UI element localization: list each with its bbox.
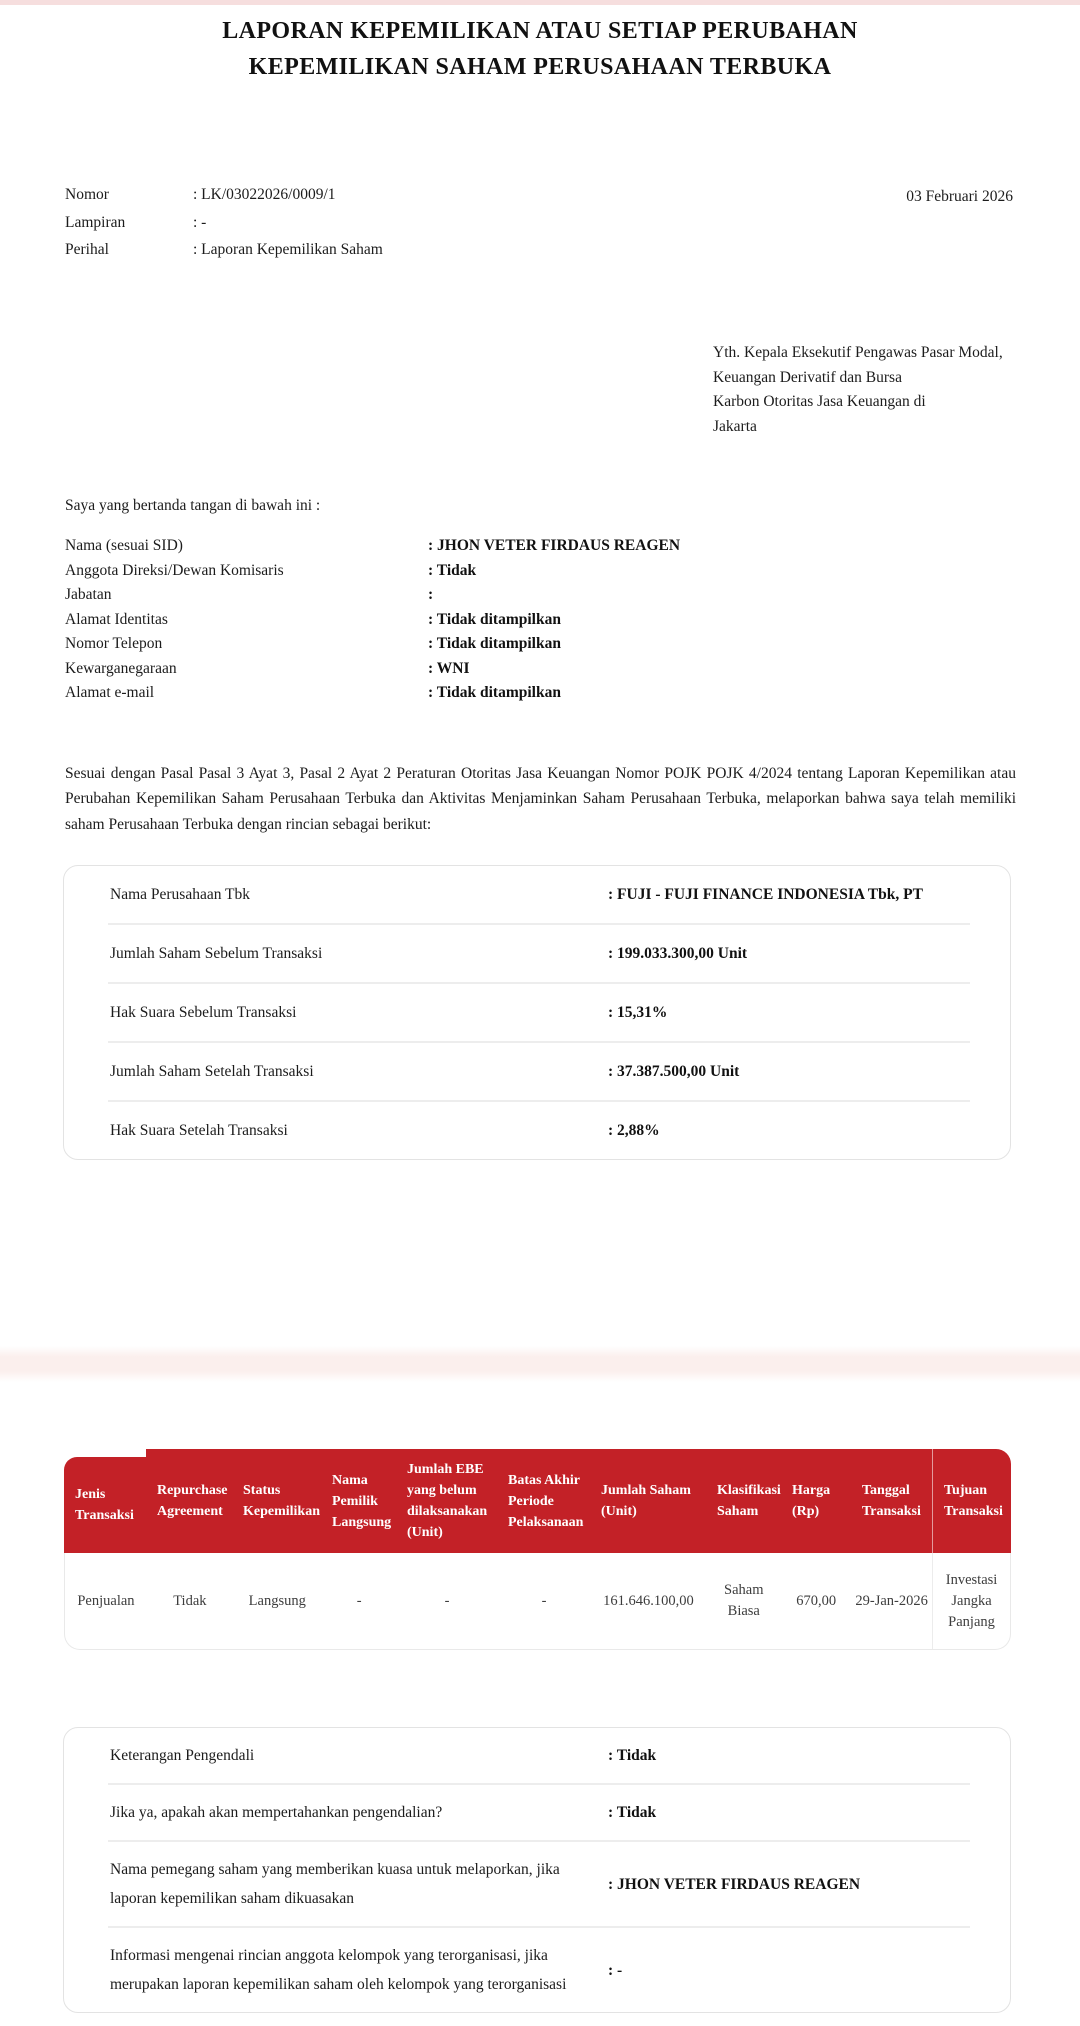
field-row-email [65, 684, 680, 709]
field-value: : Tidak ditampilkan [428, 610, 561, 628]
column-header: Tujuan Transaksi [932, 1449, 1010, 1553]
card-row-value: : JHON VETER FIRDAUS REAGEN [608, 1875, 861, 1893]
table-cell: Penjualan [77, 1592, 135, 1609]
transaction-table-header-main [146, 1449, 1011, 1553]
letter-date: 03 Februari 2026 [906, 188, 1013, 205]
column-header: Repurchase Agreement [157, 1483, 228, 1519]
column-header: Status Kepemilikan [243, 1483, 321, 1519]
card-row-saham-sebelum [108, 925, 970, 984]
recipient-line: Jakarta [713, 417, 757, 435]
field-label: Anggota Direksi/Dewan Komisaris [65, 561, 284, 579]
meta-value: : LK/03022026/0009/1 [193, 186, 336, 203]
meta-value: : Laporan Kepemilikan Saham [193, 241, 383, 258]
column-header: Jumlah Saham (Unit) [601, 1483, 691, 1519]
column-header: Klasifikasi Saham [717, 1483, 781, 1519]
column-header: Harga (Rp) [792, 1483, 831, 1519]
recipient-line: Karbon Otoritas Jasa Keuangan di [713, 393, 926, 411]
card-row-label: Informasi mengenai rincian anggota kelompok yang terorganisasi, jika merupakan laporan kepemilikan saham oleh kelompok yang terorganisasi [110, 1947, 567, 1993]
table-cell: 29-Jan-2026 [855, 1592, 928, 1609]
card-row-keterangan-pengendali [108, 1728, 970, 1785]
field-label: Nama (sesuai SID) [65, 537, 183, 554]
field-label: Nomor Telepon [65, 635, 163, 652]
field-row-jabatan [65, 586, 680, 611]
field-row-alamat-identitas [65, 611, 680, 636]
letter-meta [65, 186, 383, 269]
field-value: : JHON VETER FIRDAUS REAGEN [428, 537, 681, 554]
field-row-anggota-direksi [65, 562, 680, 587]
card-row-label: Hak Suara Sebelum Transaksi [110, 1004, 297, 1021]
card-row-kelompok-terorganisasi [108, 1928, 970, 2012]
field-value: : WNI [428, 659, 470, 677]
declarant-fields [65, 537, 680, 709]
meta-value: : - [193, 213, 207, 231]
table-cell: - [356, 1592, 362, 1609]
card-row-mempertahankan-pengendalian [108, 1785, 970, 1842]
column-header: Jumlah EBE yang belum dilaksanakan (Unit) [407, 1462, 488, 1540]
field-row-nomor-telepon [65, 635, 680, 660]
card-row-label: Nama Perusahaan Tbk [110, 886, 251, 903]
card-row-saham-setelah [108, 1043, 970, 1102]
column-header: Jenis Transaksi [64, 1457, 146, 1553]
meta-row-nomor [65, 186, 383, 214]
meta-row-perihal [65, 241, 383, 269]
column-header: Tanggal Transaksi [862, 1483, 921, 1519]
ownership-summary-card [63, 865, 1011, 1160]
recipient-line: Keuangan Derivatif dan Bursa [713, 368, 902, 386]
field-label: Alamat e-mail [65, 684, 155, 701]
transaction-table [64, 1449, 1011, 1650]
card-row-value: : Tidak [608, 1804, 657, 1821]
card-row-hak-suara-setelah [108, 1102, 970, 1159]
card-row-label: Jumlah Saham Sebelum Transaksi [110, 945, 323, 962]
report-title-line1: LAPORAN KEPEMILIKAN ATAU SETIAP PERUBAHAN [222, 18, 858, 44]
table-cell: Tidak [173, 1592, 207, 1609]
card-row-nama-perusahaan [108, 866, 970, 925]
field-value: : Tidak [428, 561, 477, 579]
card-row-label: Hak Suara Setelah Transaksi [110, 1122, 288, 1139]
meta-label: Lampiran [65, 213, 126, 231]
page-break-band [0, 1346, 1080, 1382]
table-cell: Langsung [248, 1592, 306, 1609]
recipient-line: Yth. Kepala Eksekutif Pengawas Pasar Modal, [713, 344, 1003, 361]
field-label: Alamat Identitas [65, 610, 168, 628]
field-value: : [428, 586, 434, 603]
card-row-value: : Tidak [608, 1747, 657, 1764]
transaction-table-header [64, 1449, 1011, 1553]
field-label: Jabatan [65, 586, 112, 603]
card-row-value: : - [608, 1961, 623, 1979]
report-title [0, 13, 1080, 85]
card-row-hak-suara-sebelum [108, 984, 970, 1043]
card-row-value: : FUJI - FUJI FINANCE INDONESIA Tbk, PT [608, 886, 923, 903]
card-row-label: Nama pemegang saham yang memberikan kuasa untuk melaporkan, jika laporan kepemilikan saham dikuasakan [110, 1861, 560, 1907]
recipient-address [713, 341, 1003, 439]
table-cell: Investasi Jangka Panjang [932, 1553, 1010, 1649]
meta-label: Perihal [65, 241, 109, 258]
declaration-intro: Saya yang bertanda tangan di bawah ini : [65, 497, 321, 514]
report-title-line2: KEPEMILIKAN SAHAM PERUSAHAAN TERBUKA [248, 54, 832, 80]
meta-row-lampiran [65, 214, 383, 242]
card-row-value: : 15,31% [608, 1004, 668, 1021]
card-row-pemberi-kuasa [108, 1842, 970, 1928]
controller-info-card [63, 1727, 1011, 2013]
field-row-nama [65, 537, 680, 562]
meta-label: Nomor [65, 186, 109, 203]
column-header: Batas Akhir Periode Pelaksanaan [508, 1472, 584, 1530]
table-cell: 670,00 [796, 1592, 837, 1609]
card-row-value: : 199.033.300,00 Unit [608, 945, 748, 962]
table-cell: Saham Biasa [724, 1582, 764, 1619]
legal-paragraph: Sesuai dengan Pasal Pasal 3 Ayat 3, Pasal 2 Ayat 2 Peraturan Otoritas Jasa Keuangan Nomor POJK POJK 4/2024 tentang Laporan Kepemilikan atau Perubahan Kepemilikan Saham Perusahaan Terbuka dan Aktivitas Menjaminkan Saham Perusahaan Terbuka, melaporkan bahwa saya telah memiliki saham Perusahaan Terbuka dengan rincian sebagai berikut: [65, 765, 1016, 833]
column-header: Nama Pemilik Langsung [332, 1472, 392, 1530]
table-cell: - [541, 1592, 547, 1609]
card-row-value: : 37.387.500,00 Unit [608, 1063, 740, 1080]
transaction-table-body [64, 1553, 1011, 1650]
card-row-label: Jumlah Saham Setelah Transaksi [110, 1063, 314, 1080]
field-label: Kewarganegaraan [65, 659, 177, 677]
field-row-kewarganegaraan [65, 660, 680, 685]
card-row-value: : 2,88% [608, 1122, 660, 1139]
table-cell: 161.646.100,00 [603, 1592, 694, 1609]
table-cell: - [444, 1592, 450, 1609]
field-value: : Tidak ditampilkan [428, 635, 561, 652]
field-value: : Tidak ditampilkan [428, 684, 561, 701]
card-row-label: Keterangan Pengendali [110, 1747, 255, 1764]
card-row-label: Jika ya, apakah akan mempertahankan pengendalian? [110, 1804, 443, 1821]
top-pink-strip [0, 0, 1080, 5]
table-row [65, 1553, 1010, 1649]
